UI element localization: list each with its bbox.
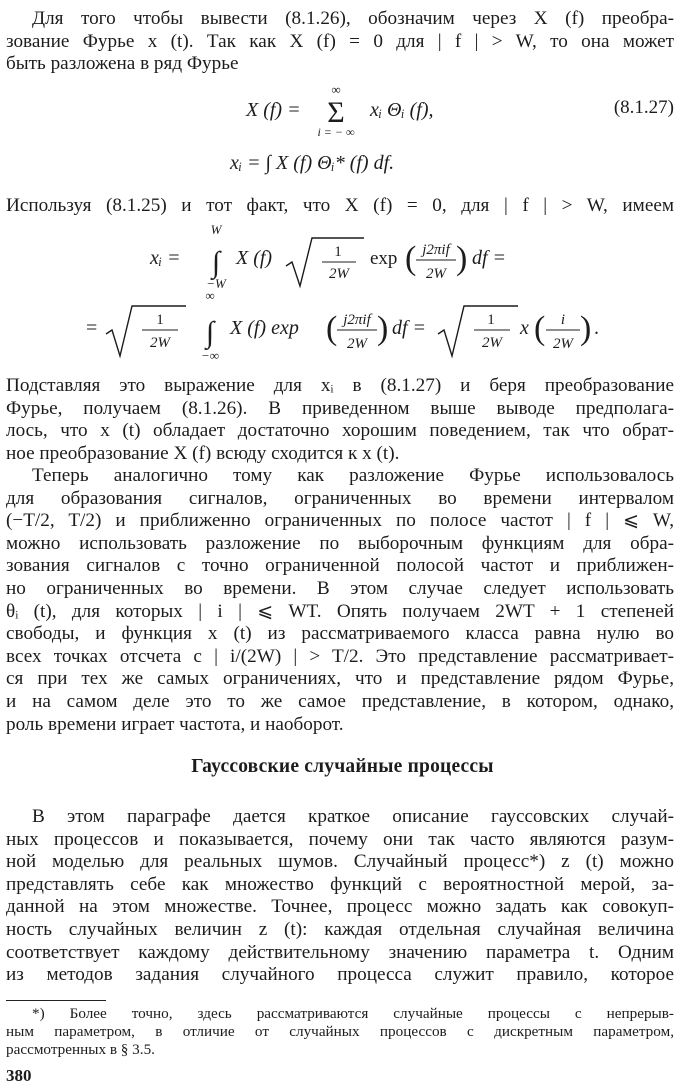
footnote-line: ным параметром, в отличие от случайных процессов с дискретным параметром, (6, 1023, 674, 1040)
text-line: θᵢ (t), для которых | i | ⩽ WT. Опять получаем 2WT + 1 степеней (6, 600, 674, 622)
text-line: (−T/2, T/2) и приближенно ограниченных по полосе частот | f | ⩽ W, (6, 510, 674, 532)
sqrt-numerator: 1 (487, 312, 495, 328)
text-line: можно использовать разложение по выборочным функциям для обра- (6, 532, 674, 554)
paragraph-5 (6, 806, 674, 987)
equation-8-1-27 (230, 82, 460, 142)
sqrt-sign (106, 306, 186, 356)
sqrt-denominator: 2W (329, 266, 349, 282)
text-line: Фурье, получаем (8.1.26). В приведенном выше выводе предполага- (6, 397, 674, 419)
integral-upper-limit: W (210, 222, 222, 237)
paren-left: ( (326, 310, 338, 347)
text-line: Для того чтобы вывести (8.1.26), обозначим через X (f) преобра- (32, 8, 674, 29)
sum-sign: Σ (327, 96, 345, 129)
equation-xi-continued (86, 290, 606, 362)
text-line: ность случайных величин z (t): каждая отдельная случайная величина (6, 918, 674, 940)
footnote (6, 1005, 674, 1059)
text-line: свободы, и функция x (t) из рассматриваемого класса равна нулю во (6, 623, 674, 645)
text-line: Подставляя это выражение для xᵢ в (8.1.27) и беря преобразование (6, 375, 674, 396)
arg-denominator: 2W (553, 336, 573, 352)
integral-sign: ∫ (205, 316, 215, 349)
sqrt-denominator: 2W (150, 335, 170, 351)
x-symbol: x (520, 317, 529, 339)
eq-end: . (594, 317, 599, 339)
text-line: быть разложена в ряд Фурье (6, 53, 239, 75)
footnote-line: *) Более точно, здесь рассматриваются случайные процессы с непрерыв- (32, 1005, 674, 1022)
sqrt-numerator: 1 (334, 244, 342, 260)
exp-denominator: 2W (347, 336, 367, 352)
text-line: В этом параграфе дается краткое описание гауссовских случай- (32, 806, 674, 827)
text-line: но ограниченных во времени. В этом случае следует использовать (6, 577, 674, 599)
text-line: всех точках отсчета с | i/(2W) | > T/2. Это представление рассматривает- (6, 645, 674, 667)
paragraph-1 (6, 8, 674, 76)
exp-numerator: j2πif (343, 312, 371, 328)
sum-lower-limit: i = − ∞ (317, 125, 355, 139)
integral-lower-limit: −∞ (200, 348, 220, 363)
eq-term: xᵢ Θᵢ (f), (370, 99, 434, 121)
equation-number: (8.1.27) (613, 97, 674, 118)
section-heading: Гауссовские случайные процессы (191, 756, 494, 777)
eq-lhs: xᵢ = (150, 247, 181, 269)
eq-tail: df = (472, 247, 507, 269)
text-line: ной моделью для реальных шумов. Случайный процесс*) z (t) можно (6, 851, 674, 873)
integral-sign: ∫ (211, 246, 221, 279)
integrand: X (f) exp (230, 317, 299, 339)
paren-left: ( (405, 240, 417, 277)
sqrt-denominator: 2W (482, 335, 502, 351)
text-line: и на самом деле это то же самое представление, в котором, однако, (6, 690, 674, 712)
text-line: Теперь аналогично тому как разложение Фурье использовалось (32, 465, 674, 486)
page-number: 380 (6, 1066, 32, 1085)
equation-xi-expansion (150, 222, 550, 292)
text-line: ся при тех же самых ограничениях, что и представление рядом Фурье, (6, 668, 674, 690)
integral-upper-limit: ∞ (205, 288, 215, 303)
paragraph-3 (6, 375, 674, 465)
text-line: соответствует каждому действительному значению параметра t. Одним (6, 941, 674, 963)
text-line: представлять себе как множество функций с вероятностной мерой, за- (6, 873, 674, 895)
text-line: зование Фурье x (t). Так как X (f) = 0 для | f | > W, то она может (6, 30, 674, 52)
footnote-line: рассмотренных в § 3.5. (6, 1041, 155, 1058)
text-line: ных процессов и показывается, почему они так часто являются разум- (6, 828, 674, 850)
text-line: ное преобразование X (f) всюду сходится к x (t). (6, 442, 400, 464)
text-line: для образования сигналов, ограниченных во времени интервалом (6, 487, 674, 509)
text-line: из методов задания случайного процесса служит правило, которое (6, 964, 674, 986)
eq-mid: df = (392, 317, 427, 339)
integrand: X (f) (236, 247, 273, 269)
text-line: роль времени играет частота, и наоборот. (6, 713, 344, 735)
sqrt-sign (438, 306, 518, 356)
text-line: данной на этом множестве. Точнее, процесс можно задать как совокуп- (6, 896, 674, 918)
text-line: Используя (8.1.25) и тот факт, что X (f) = 0, для | f | > W, имеем (6, 195, 674, 216)
exp-numerator: j2πif (422, 242, 450, 258)
paragraph-2 (6, 195, 674, 218)
paren-left: ( (534, 310, 546, 347)
integral-lower-limit: −W (206, 276, 226, 291)
text-line: зования сигналов с точно ограниченной полосой частот и приближен- (6, 555, 674, 577)
paragraph-4 (6, 465, 674, 736)
footnote-rule (6, 1000, 106, 1001)
sqrt-numerator: 1 (156, 312, 164, 328)
exp-function: exp (370, 248, 398, 269)
text-line: лось, что x (t) обладает достаточно хорошим поведением, так что обрат- (6, 420, 674, 442)
equation-xi-integral: xᵢ = ∫ X (f) Θᵢ* (f) df. (230, 152, 395, 174)
paren-right: ) (377, 310, 389, 347)
paren-right: ) (580, 310, 592, 347)
exp-denominator: 2W (426, 266, 446, 282)
sum-upper-limit: ∞ (331, 82, 341, 97)
arg-numerator: i (560, 312, 566, 328)
eq-lead: = (86, 317, 98, 339)
paren-right: ) (456, 240, 468, 277)
eq-lhs: X (f) = (246, 99, 301, 121)
